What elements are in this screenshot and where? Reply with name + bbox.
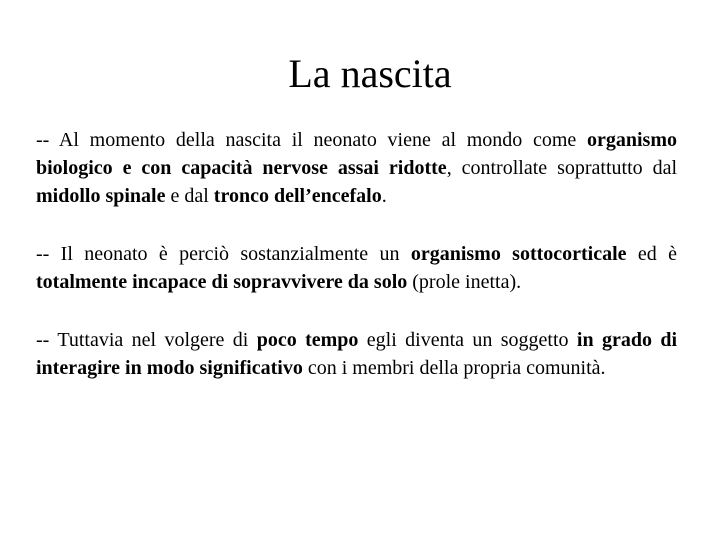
- bold-segment: organismo sottocorticale: [410, 243, 627, 265]
- paragraph-birth: [36, 126, 677, 210]
- bold-segment: tronco dell’encefalo: [213, 185, 382, 207]
- text-segment: -- Tuttavia nel volgere di: [36, 329, 257, 351]
- text-segment: con i membri della propria comunità.: [302, 357, 606, 379]
- text-segment: -- Il neonato è perciò sostanzialmente un: [36, 243, 411, 265]
- text-segment: e dal: [165, 185, 214, 207]
- slide-title: La nascita: [288, 51, 452, 96]
- paragraph-subcortical: [36, 240, 677, 296]
- slide-body: [36, 126, 677, 412]
- bold-segment: poco tempo: [256, 329, 359, 351]
- bold-segment: totalmente incapace di sopravvivere da solo: [36, 271, 408, 293]
- bold-segment: midollo spinale: [36, 185, 166, 207]
- text-segment: (prole inetta).: [407, 271, 522, 293]
- text-segment: .: [381, 185, 387, 207]
- text-segment: ed è: [626, 243, 677, 265]
- text-segment: -- Al momento della nascita il neonato viene al mondo come: [36, 129, 587, 151]
- text-segment: egli diventa un soggetto: [358, 329, 577, 351]
- bold-segment: in grado di interagire in modo significativo: [36, 329, 678, 379]
- bold-segment: organismo biologico e con capacità nervose assai ridotte: [36, 129, 677, 179]
- paragraph-development: [36, 326, 677, 382]
- text-segment: , controllate soprattutto dal: [446, 157, 677, 179]
